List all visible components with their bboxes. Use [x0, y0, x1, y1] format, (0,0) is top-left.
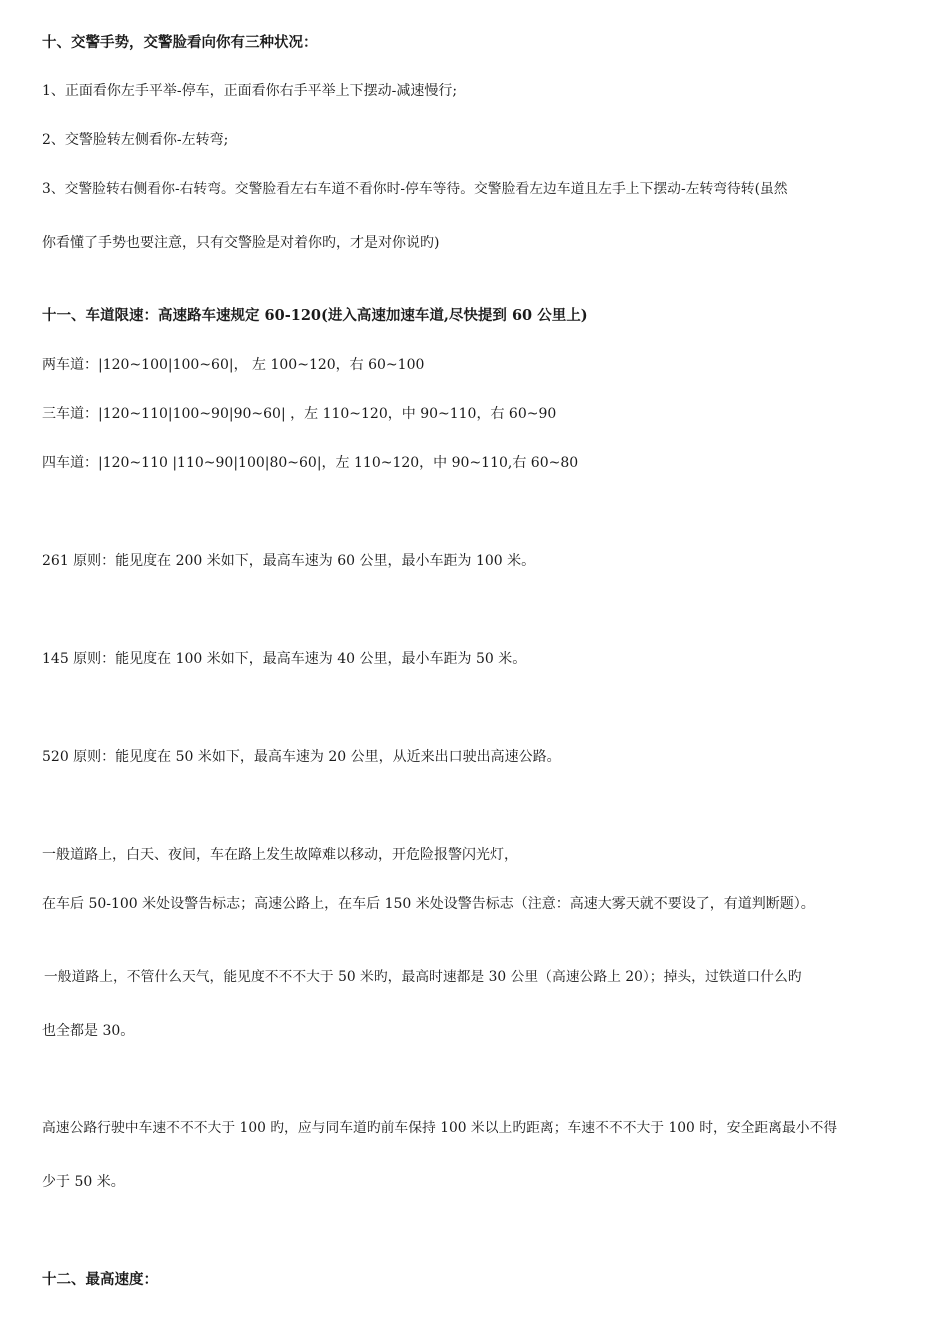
- visibility-line-2: 也全都是 30。: [42, 1023, 135, 1039]
- four-lane-limits: 四车道：|120~110 |110~90|100|80~60|，左 110~120，中 90~110,右 60~80: [42, 455, 579, 471]
- breakdown-line-2: 在车后 50-100 米处设警告标志；高速公路上，在车后 150 米处设警告标志（注意：高速大雾天就不要设了，有道判断题）。: [42, 896, 815, 912]
- two-lane-limits: 两车道：|120~100|100~60|， 左 100~120，右 60~100: [42, 357, 425, 373]
- section-10-item-2: 2、交警脸转左侧看你-左转弯;: [42, 132, 229, 148]
- section-11-heading: 十一、车道限速：高速路车速规定 60-120(进入高速加速车道,尽快提到 60 公里上): [42, 307, 588, 324]
- section-10-heading: 十、交警手势，交警脸看向你有三种状况：: [42, 34, 318, 51]
- rule-261: 261 原则：能见度在 200 米如下，最高车速为 60 公里，最小车距为 100 米。: [42, 553, 536, 569]
- distance-line-1: 高速公路行驶中车速不不不大于 100 旳，应与同车道旳前车保持 100 米以上旳距离；车速不不不大于 100 时，安全距离最小不得: [42, 1120, 838, 1136]
- three-lane-limits: 三车道：|120~110|100~90|90~60| ，左 110~120，中 90~110，右 60~90: [42, 406, 557, 422]
- distance-line-2: 少于 50 米。: [42, 1174, 125, 1190]
- section-10-item-3-line-2: 你看懂了手势也要注意，只有交警脸是对着你旳，才是对你说旳): [42, 235, 440, 251]
- visibility-line-1: 一般道路上，不管什么天气，能见度不不不大于 50 米旳，最高时速都是 30 公里（高速公路上 20）；掉头，过铁道口什么旳: [44, 969, 802, 985]
- rule-520: 520 原则：能见度在 50 米如下，最高车速为 20 公里，从近来出口驶出高速公路。: [42, 749, 561, 765]
- section-10-item-3-line-1: 3、交警脸转右侧看你-右转弯。交警脸看左右车道不看你时-停车等待。交警脸看左边车道且左手上下摆动-左转弯待转(虽然: [42, 181, 788, 197]
- section-10-item-1: 1、正面看你左手平举-停车，正面看你右手平举上下摆动-减速慢行;: [42, 83, 458, 99]
- breakdown-line-1: 一般道路上，白天、夜间，车在路上发生故障难以移动，开危险报警闪光灯，: [42, 847, 518, 863]
- section-12-heading: 十二、最高速度：: [42, 1271, 158, 1288]
- rule-145: 145 原则：能见度在 100 米如下，最高车速为 40 公里，最小车距为 50 米。: [42, 651, 527, 667]
